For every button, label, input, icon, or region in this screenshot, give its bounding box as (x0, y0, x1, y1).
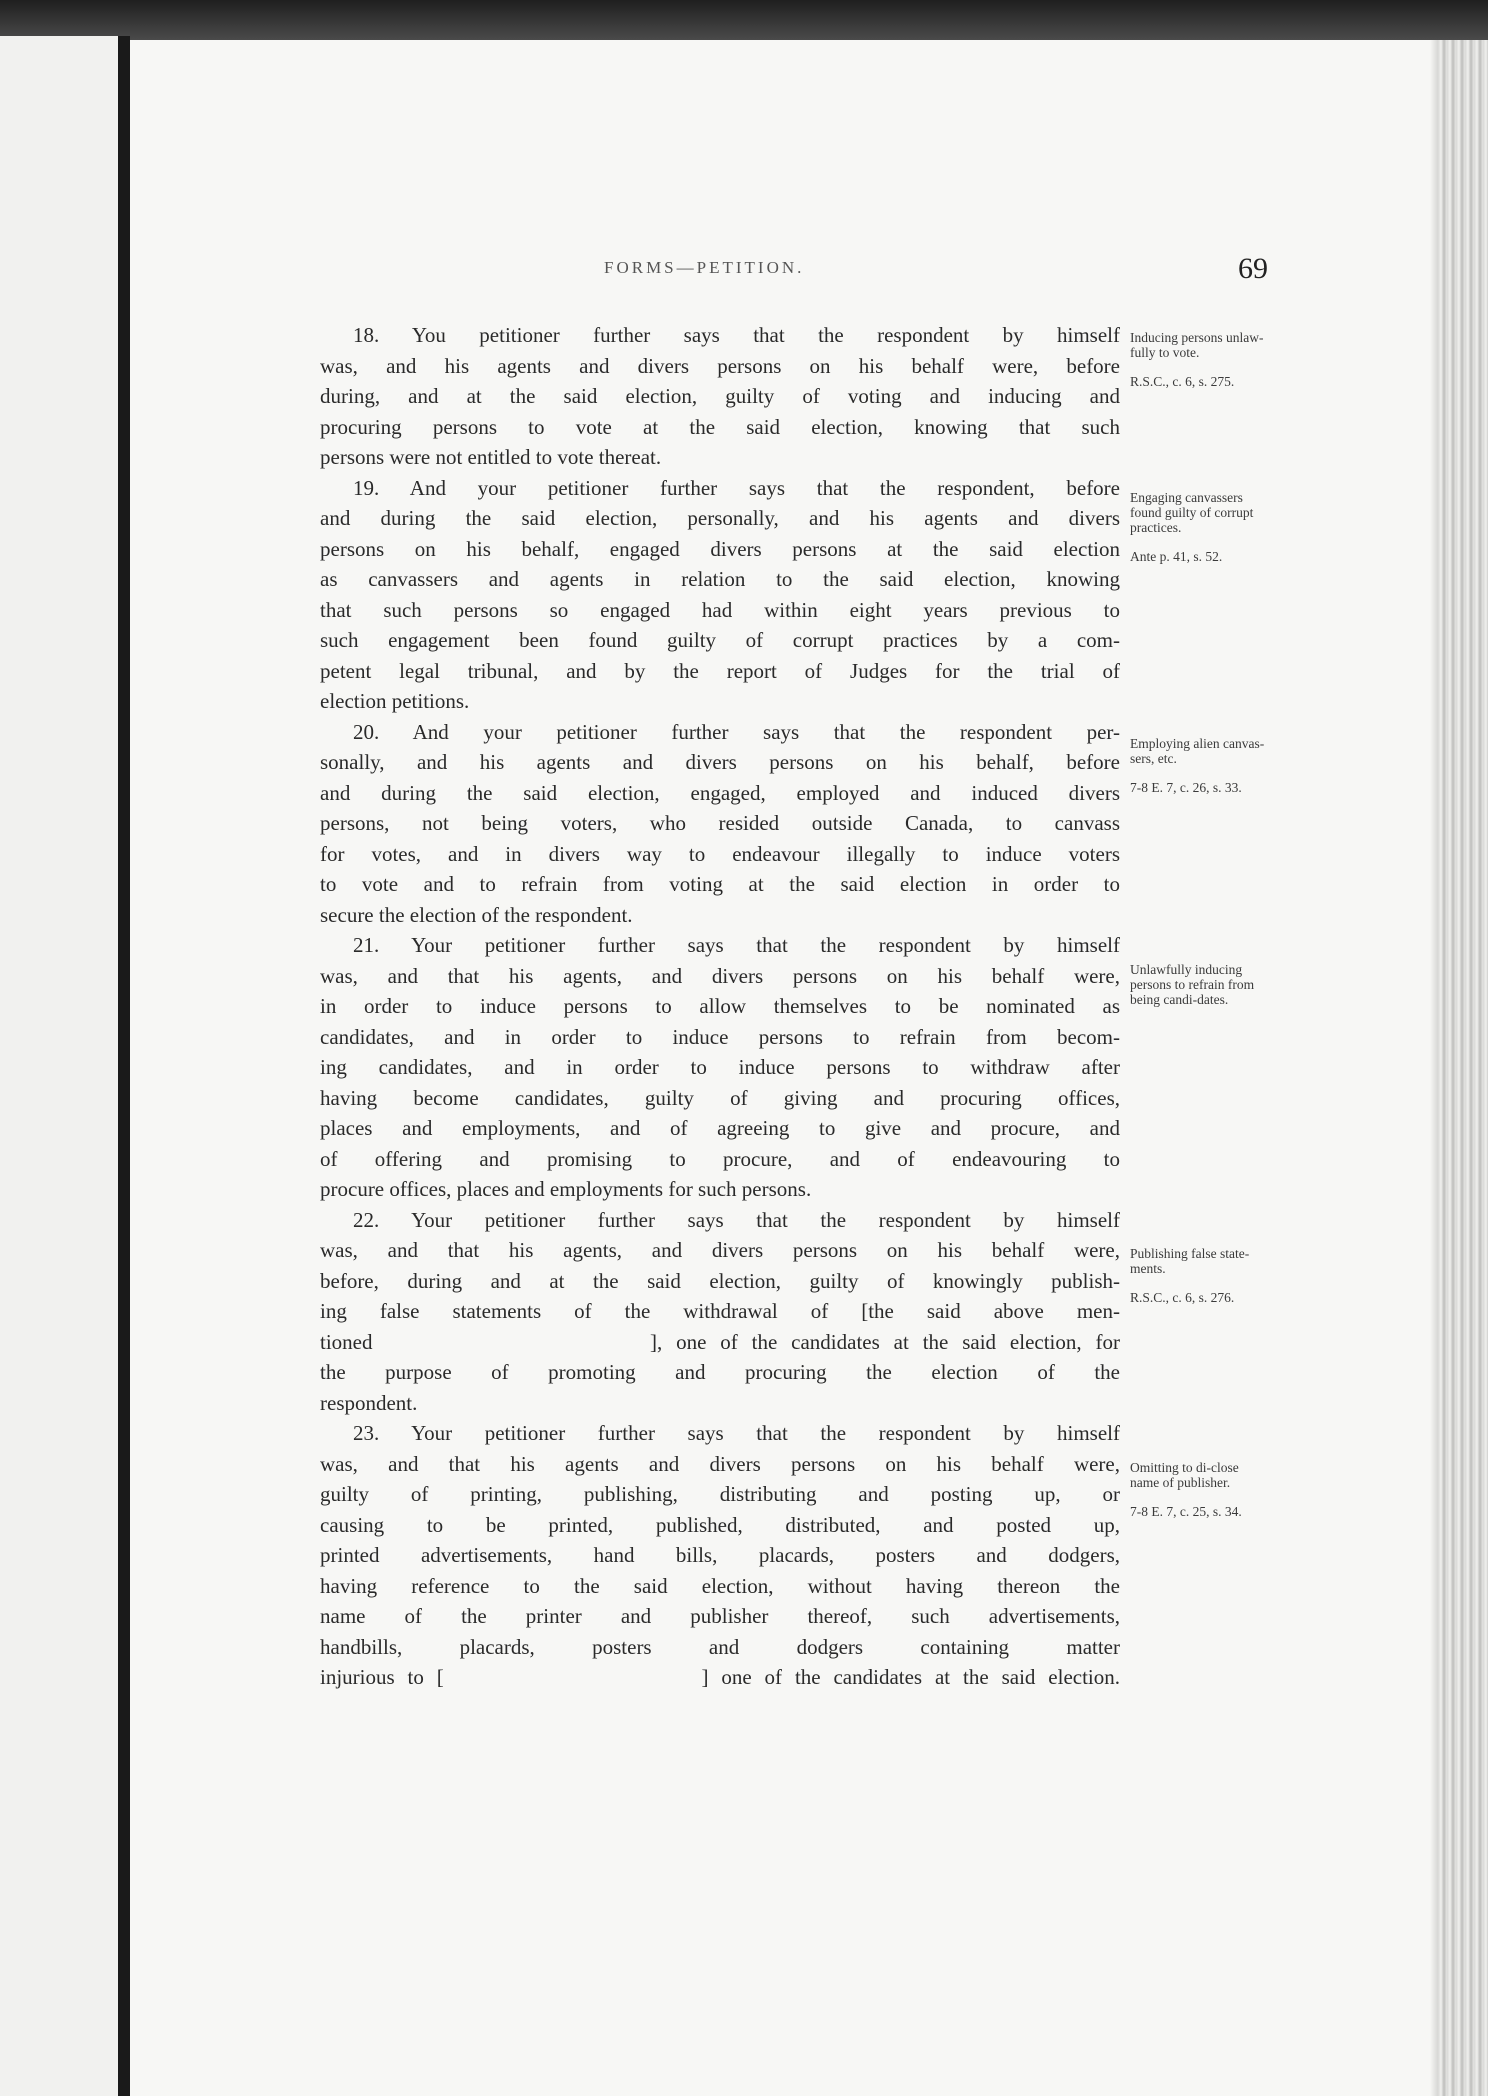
side-note-heading: Employing alien canvas-sers, etc. (1130, 736, 1265, 766)
text-line: procuring persons to vote at the said election, knowing that such (320, 414, 1120, 439)
text-line: petent legal tribunal, and by the report of Judges for the trial of (320, 658, 1120, 683)
book-top-edge (0, 0, 1488, 40)
text-line: procure offices, places and employments for such persons. (320, 1177, 812, 1201)
text-line: candidates, and in order to induce persons to refrain from becom- (320, 1024, 1120, 1049)
text-line: places and employments, and of agreeing to give and procure, and (320, 1116, 1120, 1140)
text-line: tioned ], one of the candidates at the said election, for (320, 1329, 1120, 1354)
text-line: name of the printer and publisher thereof, such advertisements, (320, 1604, 1120, 1628)
running-head: FORMS—PETITION. (604, 258, 805, 277)
paragraph-20 (320, 717, 1120, 931)
side-note (1130, 962, 1270, 1007)
book-gutter (118, 36, 130, 2096)
side-note (1130, 736, 1270, 795)
text-line: was, and that his agents and divers persons on his behalf were, (320, 1451, 1120, 1476)
page-stack-edge (1438, 40, 1488, 2096)
side-note-reference: Ante p. 41, s. 52. (1130, 549, 1223, 564)
text-line: 19. And your petitioner further says that the respondent, before (353, 475, 1120, 500)
side-note-reference: 7-8 E. 7, c. 26, s. 33. (1130, 780, 1242, 795)
text-line: 23. Your petitioner further says that the respondent by himself (353, 1421, 1120, 1445)
side-note-reference: R.S.C., c. 6, s. 276. (1130, 1290, 1235, 1305)
text-line: persons, not being voters, who resided outside Canada, to canvass (320, 811, 1120, 835)
text-line: ing false statements of the withdrawal of [the said above men- (320, 1299, 1120, 1323)
text-line: the purpose of promoting and procuring the election of the (320, 1360, 1120, 1384)
side-note-heading: Unlawfully inducing persons to refrain from being candi-dates. (1130, 962, 1255, 1007)
text-line: 18. You petitioner further says that the respondent by himself (353, 323, 1120, 347)
text-line: and during the said election, engaged, employed and induced divers (320, 780, 1120, 805)
text-line: sonally, and his agents and divers persons on his behalf, before (320, 750, 1120, 774)
text-line: in order to induce persons to allow themselves to be nominated as (320, 994, 1120, 1018)
paragraph-23 (320, 1418, 1120, 1693)
text-line: during, and at the said election, guilty of voting and inducing and (320, 384, 1120, 408)
side-note-heading: Omitting to di-close name of publisher. (1130, 1460, 1239, 1490)
text-line: and during the said election, personally, and his agents and divers (320, 506, 1120, 530)
text-line: election petitions. (320, 689, 470, 713)
text-line: respondent. (320, 1390, 418, 1415)
text-line: 21. Your petitioner further says that the respondent by himself (353, 933, 1120, 957)
text-line: guilty of printing, publishing, distributing and posting up, or (320, 1482, 1120, 1506)
text-line: printed advertisements, hand bills, placards, posters and dodgers, (320, 1543, 1120, 1567)
text-line: was, and that his agents, and divers persons on his behalf were, (320, 1238, 1120, 1262)
paragraph-18 (320, 320, 1120, 473)
text-line: was, and his agents and divers persons on his behalf were, before (320, 353, 1120, 378)
paragraph-21 (320, 930, 1120, 1205)
side-note (1130, 330, 1270, 389)
text-line: such engagement been found guilty of corrupt practices by a com- (320, 628, 1120, 652)
paragraph-22 (320, 1205, 1120, 1419)
text-line: to vote and to refrain from voting at the said election in order to (320, 872, 1120, 896)
text-line: before, during and at the said election, guilty of knowingly publish- (320, 1268, 1120, 1293)
facing-page-edge (0, 36, 118, 2096)
body-text (320, 320, 1120, 1693)
text-line: causing to be printed, published, distributed, and posted up, (320, 1512, 1120, 1537)
paragraph-19 (320, 473, 1120, 717)
text-line: of offering and promising to procure, and of endeavouring to (320, 1146, 1120, 1171)
text-line: 22. Your petitioner further says that the respondent by himself (353, 1207, 1120, 1232)
side-note (1130, 1460, 1270, 1519)
text-line: injurious to [ ] one of the candidates at the said election. (320, 1665, 1120, 1689)
side-note-heading: Engaging canvassers found guilty of corrupt practices. (1130, 490, 1254, 535)
text-line: as canvassers and agents in relation to the said election, knowing (320, 567, 1120, 591)
side-note-heading: Publishing false state-ments. (1130, 1246, 1250, 1276)
side-note-heading: Inducing persons unlaw-fully to vote. (1130, 330, 1264, 360)
text-line: persons on his behalf, engaged divers persons at the said election (320, 536, 1120, 561)
text-line: for votes, and in divers way to endeavour illegally to induce voters (320, 841, 1120, 866)
text-line: having reference to the said election, without having thereon the (320, 1573, 1120, 1598)
text-line: persons were not entitled to vote thereat. (320, 445, 662, 469)
text-line: was, and that his agents, and divers persons on his behalf were, (320, 963, 1120, 988)
side-note (1130, 490, 1270, 564)
text-line: handbills, placards, posters and dodgers containing matter (320, 1634, 1120, 1659)
text-line: that such persons so engaged had within eight years previous to (320, 597, 1120, 622)
text-line: having become candidates, guilty of giving and procuring offices, (320, 1085, 1120, 1110)
page-number: 69 (1238, 252, 1268, 285)
text-line: 20. And your petitioner further says that the respondent per- (353, 719, 1120, 744)
text-line: ing candidates, and in order to induce persons to withdraw after (320, 1055, 1120, 1079)
text-line: secure the election of the respondent. (320, 902, 633, 927)
side-note-reference: R.S.C., c. 6, s. 275. (1130, 374, 1235, 389)
side-note-reference: 7-8 E. 7, c. 25, s. 34. (1130, 1504, 1242, 1519)
side-note (1130, 1246, 1270, 1305)
